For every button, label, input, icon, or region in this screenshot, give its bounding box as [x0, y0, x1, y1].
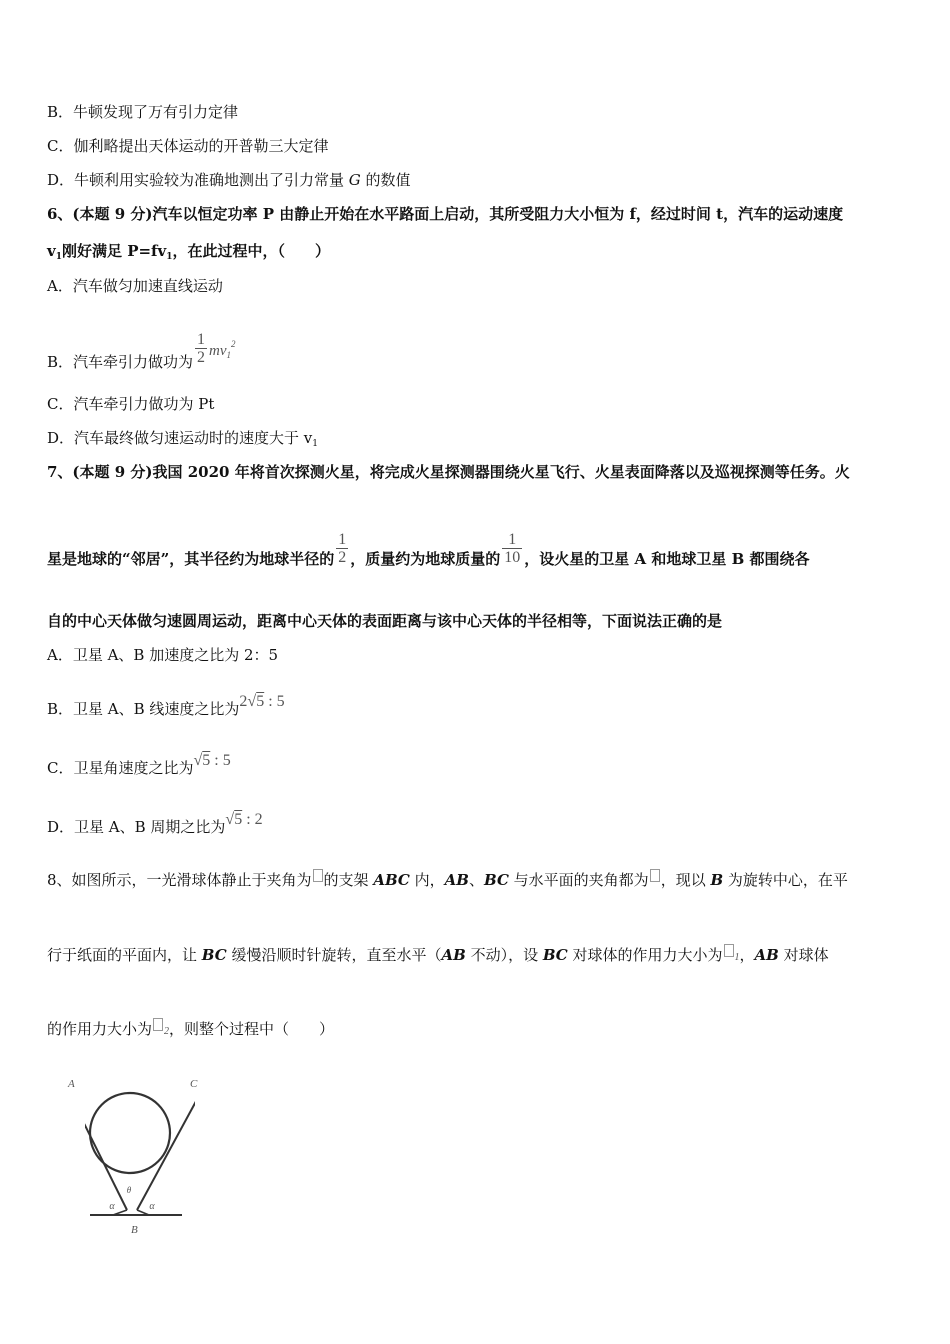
- q6-option-b: [47, 318, 236, 388]
- q8-stem-line2: [47, 944, 829, 968]
- fraction-denominator: 2: [338, 549, 347, 566]
- q5-option-c-text: C．伽利略提出天体运动的开普勒三大定律: [47, 137, 329, 155]
- q8-text: 的支架: [323, 871, 374, 889]
- q7-option-c-text: C．卫星角速度之比为: [47, 759, 194, 777]
- q7-option-b-math: 2√5 : 5: [239, 693, 285, 710]
- q7-option-b-text: B．卫星 A、B 线速度之比为: [47, 700, 240, 718]
- fraction-denominator: 2: [197, 349, 206, 366]
- q5-option-d-text: D．牛顿利用实验较为准确地测出了引力常量: [47, 171, 349, 189]
- q8-text: 与水平面的夹角都为: [508, 871, 649, 889]
- q8-ab: AB: [754, 946, 779, 964]
- label-alpha-left: α: [109, 1201, 115, 1212]
- q7-option-d: [47, 810, 263, 837]
- force-placeholder-icon: [153, 1018, 163, 1031]
- q8-text: ，现以: [660, 871, 711, 889]
- q7-stem-text2a: 星是地球的“邻居”，其半径约为地球半径的: [47, 550, 335, 568]
- q5-option-d: [47, 170, 411, 190]
- q8-text: 的作用力大小为: [47, 1020, 153, 1038]
- q7-option-a-text: A．卫星 A、B 加速度之比为 2：5: [47, 646, 279, 664]
- q8-b: B: [710, 871, 724, 889]
- q7-option-d-math: √5 : 2: [225, 811, 263, 828]
- q7-option-b-coef: 2: [239, 693, 248, 710]
- q6-option-c-text: C．汽车牵引力做功为 Pt: [47, 395, 215, 413]
- q6-v-sub2: 1: [166, 252, 173, 262]
- q7-stem-text2c: ，设火星的卫星 A 和地球卫星 B 都围绕各: [524, 550, 810, 568]
- q7-option-c: [47, 751, 231, 778]
- q6-option-b-text: B．汽车牵引力做功为: [47, 353, 194, 371]
- q7-option-d-radicand: 5: [234, 811, 243, 828]
- q6-option-b-fraction: [195, 331, 207, 366]
- q8-ab: AB: [441, 946, 466, 964]
- q5-option-c: [47, 136, 328, 156]
- label-theta: θ: [126, 1185, 132, 1195]
- alpha-placeholder-icon: [650, 869, 660, 882]
- q8-text: 缓慢沿顺时针旋转，直至水平（: [226, 946, 442, 964]
- q7-stem-line3: [47, 611, 722, 631]
- q7-option-b-ratio: : 5: [264, 693, 285, 710]
- q7-stem-text2b: ，质量约为地球质量的: [350, 550, 501, 568]
- q8-text: 8、如图所示，一光滑球体静止于夹角为: [47, 871, 312, 889]
- q6-option-a: [47, 276, 223, 296]
- q8-text: ，: [739, 946, 755, 964]
- q6-stem-line1: [47, 204, 843, 224]
- q6-option-d: [47, 428, 318, 454]
- q8-text: 内，: [409, 871, 445, 889]
- q6-option-d-sub: 1: [312, 439, 319, 449]
- q8-f2-sub: 2: [164, 1026, 170, 1037]
- force-placeholder-icon: [724, 944, 734, 957]
- label-c: C: [190, 1078, 198, 1090]
- q8-stem-line3: [47, 1018, 334, 1042]
- q7-fraction-mass: [502, 531, 522, 566]
- q6-option-a-text: A．汽车做匀加速直线运动: [47, 277, 223, 295]
- q6-option-d-text: D．汽车最终做匀速运动时的速度大于 v: [47, 429, 313, 447]
- q6-stem-mid: 刚好满足 P=fv: [61, 242, 167, 260]
- q8-text: 行于纸面的平面内，让: [47, 946, 202, 964]
- q6-stem-text1: 6、(本题 9 分)汽车以恒定功率 P 由静止开始在水平路面上启动，其所受阻力大小恒为 f，经过时间 t，汽车的运动速度: [47, 205, 844, 223]
- q7-option-a: [47, 645, 278, 665]
- q7-fraction-radius: [336, 531, 348, 566]
- fraction-numerator: 1: [338, 531, 347, 548]
- q5-option-d-post: 的数值: [360, 171, 411, 189]
- q7-option-d-ratio: : 2: [242, 811, 263, 828]
- q8-abc: ABC: [373, 871, 410, 889]
- q6-option-b-expr: [209, 339, 236, 360]
- q8-text: 对球体: [778, 946, 829, 964]
- label-b: B: [131, 1224, 138, 1236]
- q7-option-c-radicand: 5: [202, 752, 211, 769]
- theta-placeholder-icon: [313, 869, 323, 882]
- q6-v-sub: 1: [55, 252, 62, 262]
- q8-ab: AB: [444, 871, 469, 889]
- q8-text: 不动），设: [465, 946, 543, 964]
- q8-bc: BC: [201, 946, 227, 964]
- fraction-numerator: 1: [502, 531, 522, 549]
- q6-mv-sup: 2: [231, 339, 236, 349]
- q8-f1-sub: 1: [734, 952, 740, 963]
- label-alpha-right: α: [149, 1201, 155, 1212]
- q6-mv-sub: 1: [226, 350, 232, 360]
- q8-text: 为旋转中心，在平: [723, 871, 848, 889]
- q5-option-d-g: G: [348, 171, 361, 189]
- q7-stem-text1: 7、(本题 9 分)我国 2020 年将首次探测火星，将完成火星探测器围绕火星飞行、火星表面降落以及巡视探测等任务。火: [47, 463, 850, 481]
- q6-stem-line2: [47, 241, 330, 267]
- q5-option-b: [47, 102, 238, 122]
- q8-bc: BC: [542, 946, 568, 964]
- label-a: A: [68, 1078, 75, 1090]
- q5-option-b-text: B．牛顿发现了万有引力定律: [47, 103, 239, 121]
- q7-option-d-text: D．卫星 A、B 周期之比为: [47, 818, 226, 836]
- q7-option-b: [47, 692, 285, 719]
- q6-stem-post: ，在此过程中，（ ）: [172, 242, 331, 260]
- figure-labels: [45, 1065, 225, 1245]
- q8-text: 、: [468, 871, 484, 889]
- q6-option-c: [47, 394, 214, 414]
- q7-stem-line2: [47, 524, 810, 594]
- q7-option-c-math: √5 : 5: [193, 752, 231, 769]
- q6-v: v: [47, 242, 56, 260]
- q8-text: 对球体的作用力大小为: [567, 946, 723, 964]
- q7-option-c-ratio: : 5: [210, 752, 231, 769]
- q8-bc: BC: [484, 871, 509, 889]
- q7-option-b-radicand: 5: [256, 693, 265, 710]
- q7-stem-line1: [47, 462, 850, 482]
- fraction-denominator: 10: [504, 549, 521, 566]
- q8-text: ，则整个过程中（ ）: [169, 1020, 335, 1038]
- q7-stem-text3: 自的中心天体做匀速圆周运动，距离中心天体的表面距离与该中心天体的半径相等，下面说法正确的是: [47, 612, 723, 630]
- q6-mv: mv: [209, 343, 227, 359]
- fraction-numerator: 1: [197, 331, 206, 348]
- q8-stem-line1: [47, 869, 848, 890]
